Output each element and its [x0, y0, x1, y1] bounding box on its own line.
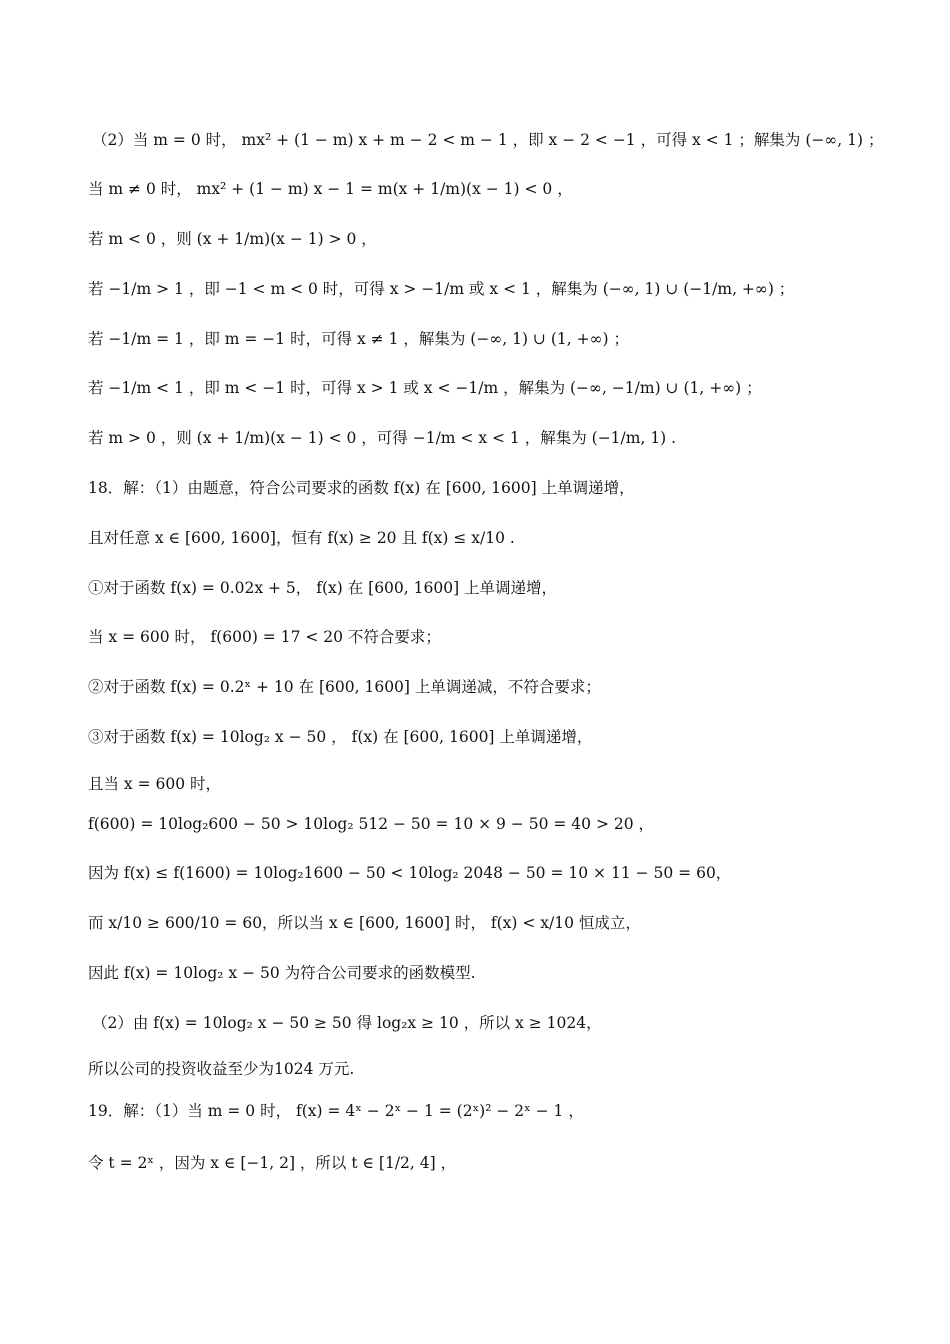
solution-line: 令 t = 2ˣ ，因为 x ∈ [−1, 2] ，所以 t ∈ [1/2, 4] ，: [88, 1154, 457, 1172]
solution-line: ①对于函数 f(x) = 0.02x + 5， f(x) 在 [600, 1600] 上单调递增，: [88, 579, 558, 597]
solution-line: 且对任意 x ∈ [600, 1600]，恒有 f(x) ≥ 20 且 f(x) ≤ x/10 .: [88, 529, 515, 547]
solution-line: 因此 f(x) = 10log₂ x − 50 为符合公司要求的函数模型.: [88, 964, 476, 982]
problem-19-heading: 19．解：（1）当 m = 0 时， f(x) = 4ˣ − 2ˣ − 1 = (2ˣ)² − 2ˣ − 1 ，: [88, 1102, 584, 1120]
solution-line: f(600) = 10log₂600 − 50 > 10log₂ 512 − 50 = 10 × 9 − 50 = 40 > 20 ，: [88, 815, 655, 833]
solution-line: 且当 x = 600 时，: [88, 775, 222, 793]
solution-line: 若 m > 0 ，则 (x + 1/m)(x − 1) < 0 ，可得 −1/m < x < 1 ，解集为 (−1/m, 1) .: [88, 429, 677, 447]
solution-line: 当 m ≠ 0 时， mx² + (1 − m) x − 1 = m(x + 1/m)(x − 1) < 0 ，: [88, 180, 573, 198]
solution-line: 若 −1/m > 1 ，即 −1 < m < 0 时，可得 x > −1/m 或 x < 1 ，解集为 (−∞, 1) ∪ (−1/m, +∞) ；: [88, 280, 795, 298]
solution-line: （2）当 m = 0 时， mx² + (1 − m) x + m − 2 < m − 1 ，即 x − 2 < −1 ，可得 x < 1 ；解集为 (−∞, 1) ；: [92, 131, 884, 149]
solution-line: 因为 f(x) ≤ f(1600) = 10log₂1600 − 50 < 10log₂ 2048 − 50 = 10 × 11 − 50 = 60，: [88, 864, 732, 882]
solution-line: 当 x = 600 时， f(600) = 17 < 20 不符合要求；: [88, 628, 441, 646]
solution-line: ②对于函数 f(x) = 0.2ˣ + 10 在 [600, 1600] 上单调递减，不符合要求；: [88, 678, 601, 696]
solution-line: 若 −1/m < 1 ，即 m < −1 时，可得 x > 1 或 x < −1/m ，解集为 (−∞, −1/m) ∪ (1, +∞) ；: [88, 379, 762, 397]
solution-line: （2）由 f(x) = 10log₂ x − 50 ≥ 50 得 log₂x ≥ 10 ，所以 x ≥ 1024，: [92, 1014, 602, 1032]
solution-line: 所以公司的投资收益至少为1024 万元.: [88, 1060, 355, 1078]
solution-line: 若 −1/m = 1 ，即 m = −1 时，可得 x ≠ 1 ，解集为 (−∞, 1) ∪ (1, +∞) ；: [88, 330, 629, 348]
solution-line: ③对于函数 f(x) = 10log₂ x − 50 ， f(x) 在 [600, 1600] 上单调递增，: [88, 728, 593, 746]
solution-line: 而 x/10 ≥ 600/10 = 60，所以当 x ∈ [600, 1600] 时， f(x) < x/10 恒成立，: [88, 914, 641, 932]
problem-18-heading: 18．解：（1）由题意，符合公司要求的函数 f(x) 在 [600, 1600] 上单调递增，: [88, 479, 635, 497]
solution-line: 若 m < 0 ，则 (x + 1/m)(x − 1) > 0 ，: [88, 230, 377, 248]
